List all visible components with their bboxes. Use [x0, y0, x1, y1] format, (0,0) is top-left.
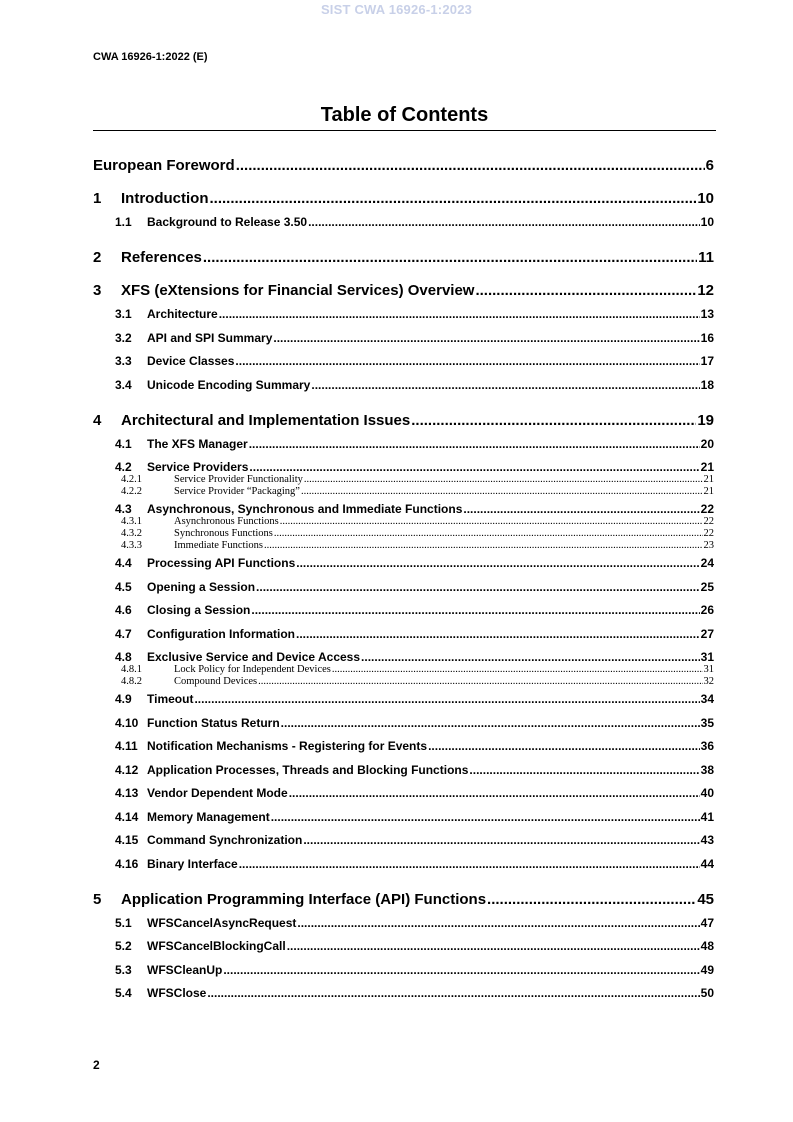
toc-entry-label: Memory Management: [147, 809, 270, 824]
toc-entry-label: Compound Devices: [174, 675, 258, 687]
toc-entry-number: 4.8.1: [121, 663, 142, 675]
toc-entry-label: Architecture: [147, 307, 218, 321]
toc-entry-page: 50: [700, 986, 714, 1000]
dot-leader: [271, 810, 700, 824]
toc-entry-page: 19: [697, 411, 714, 429]
dot-leader: [428, 739, 700, 753]
toc-entry-number: 5.3: [115, 962, 132, 977]
toc-entry-label: Configuration Information: [147, 626, 295, 641]
toc-entry[interactable]: [115, 627, 714, 641]
toc-entry-page: 40: [700, 786, 714, 800]
toc-entry-page: 6: [705, 157, 714, 174]
toc-entry-number: 4.10: [115, 715, 139, 730]
toc-entry-page: 38: [700, 762, 714, 777]
dot-leader: [311, 378, 699, 392]
toc-entry-page: 22: [700, 502, 714, 516]
toc-entry-number: 4.9: [115, 692, 132, 706]
toc-entry[interactable]: [115, 437, 714, 451]
dot-leader: [411, 412, 696, 429]
toc-entry-title: [115, 580, 255, 594]
toc-entry-label: Timeout: [147, 692, 194, 706]
toc-entry-page: 45: [697, 890, 714, 908]
toc-entry-page: 12: [697, 282, 714, 299]
toc-entry[interactable]: [93, 412, 714, 429]
dot-leader: [475, 282, 696, 299]
dot-leader: [361, 650, 700, 664]
dot-leader: [203, 249, 697, 266]
toc-entry-page: 34: [700, 692, 714, 706]
toc-entry-number: 1: [93, 190, 102, 207]
toc-entry[interactable]: [115, 833, 714, 847]
toc-entry-title: [115, 986, 206, 1000]
dot-leader: [281, 716, 700, 730]
toc-entry-title: [115, 810, 270, 824]
dot-leader: [332, 664, 703, 675]
toc-entry-page: 21: [703, 485, 714, 497]
toc-entry-title: [115, 437, 248, 451]
toc-entry-number: 4.11: [115, 739, 138, 753]
dot-leader: [264, 540, 703, 551]
dot-leader: [303, 833, 699, 847]
toc-entry-number: 3.1: [115, 307, 132, 321]
toc-entry-title: [121, 676, 257, 687]
toc-entry-number: 5: [93, 890, 102, 908]
dot-leader: [304, 474, 703, 485]
toc-entry-number: 5.1: [115, 915, 132, 930]
toc-entry-title: [121, 540, 263, 551]
toc-entry-label: Opening a Session: [147, 579, 256, 594]
toc-entry-number: 1.1: [115, 215, 132, 229]
toc-entry[interactable]: [121, 516, 714, 527]
toc-entry-page: 13: [700, 307, 714, 321]
toc-entry-title: [115, 215, 307, 229]
dot-leader: [219, 307, 700, 321]
toc-entry-label: WFSClose: [147, 986, 207, 1000]
toc-entry-title: [115, 556, 295, 570]
toc-entry-title: [115, 603, 250, 617]
toc-entry[interactable]: [115, 354, 714, 368]
dot-leader: [207, 986, 699, 1000]
toc-entry[interactable]: [121, 540, 714, 551]
toc-entry-label: Application Processes, Threads and Blocking Functions: [147, 762, 469, 777]
toc-entry[interactable]: [93, 249, 714, 266]
toc-entry-number: 4.16: [115, 856, 139, 871]
toc-entry-title: [115, 716, 280, 730]
toc-entry[interactable]: [93, 157, 714, 174]
toc-entry-number: 4.3: [115, 502, 132, 516]
toc-entry-page: 31: [703, 663, 714, 675]
toc-entry-page: 27: [700, 626, 714, 641]
toc-entry-page: 11: [698, 249, 714, 266]
toc-entry[interactable]: [121, 528, 714, 539]
toc-entry-title: [115, 916, 296, 930]
toc-entry-page: 26: [700, 603, 714, 617]
toc-entry-page: 43: [700, 833, 714, 847]
toc-entry-title: [93, 190, 208, 207]
toc-entry-title: [93, 891, 486, 908]
toc-entry-label: Binary Interface: [147, 856, 238, 871]
toc-entry-label: Function Status Return: [147, 715, 280, 730]
toc-entry-label: Exclusive Service and Device Access: [147, 650, 361, 664]
toc-entry-label: Service Provider “Packaging”: [174, 485, 300, 497]
toc-entry[interactable]: [115, 857, 714, 871]
toc-entry-title: [115, 460, 248, 474]
toc-entry-page: 31: [700, 650, 714, 664]
toc-entry[interactable]: [115, 215, 714, 229]
toc-entry[interactable]: [121, 676, 714, 687]
dot-leader: [273, 331, 699, 345]
toc-entry[interactable]: [115, 716, 714, 730]
toc-entry-page: 23: [703, 539, 714, 551]
toc-entry[interactable]: [115, 603, 714, 617]
toc-entry[interactable]: [93, 282, 714, 299]
toc-entry-title: [121, 486, 300, 497]
toc-entry-title: [115, 692, 193, 706]
toc-entry-title: [115, 331, 272, 345]
toc-entry[interactable]: [115, 786, 714, 800]
dot-leader: [249, 437, 700, 451]
toc-entry-page: 10: [697, 190, 714, 207]
toc-entry[interactable]: [93, 190, 714, 207]
dot-leader: [463, 502, 699, 516]
toc-entry-title: [115, 833, 302, 847]
toc-entry-number: 4.6: [115, 603, 132, 617]
toc-entry-page: 10: [700, 215, 714, 229]
toc-entry-number: 4.1: [115, 436, 132, 451]
toc-entry[interactable]: [121, 664, 714, 675]
toc-entry-title: [115, 786, 288, 800]
toc-entry-label: Introduction: [121, 190, 209, 207]
toc-entry-label: Architectural and Implementation Issues: [121, 411, 411, 429]
toc-entry-page: 21: [700, 460, 714, 474]
toc-entry-label: European Foreword: [93, 157, 235, 174]
dot-leader: [209, 190, 696, 207]
dot-leader: [280, 516, 703, 527]
toc-entry-title: [121, 474, 303, 485]
toc-entry-title: [115, 627, 295, 641]
toc-entry-number: 3: [93, 282, 102, 299]
toc-entry[interactable]: [121, 474, 714, 485]
toc-entry-page: 18: [700, 377, 714, 392]
toc-entry[interactable]: [115, 963, 714, 977]
toc-title: Table of Contents: [320, 104, 489, 126]
toc-entry-number: 4: [93, 411, 102, 429]
toc-entry-number: 5.2: [115, 939, 132, 953]
toc-entry[interactable]: [115, 916, 714, 930]
toc-entry-title: [93, 282, 474, 299]
dot-leader: [297, 916, 699, 930]
toc-entry[interactable]: [115, 378, 714, 392]
dot-leader: [236, 157, 705, 174]
toc-entry-number: 4.2.1: [121, 473, 142, 485]
toc-entry-number: 3.3: [115, 354, 132, 368]
toc-entry-page: 49: [700, 962, 714, 977]
toc-entry-title: [121, 528, 273, 539]
toc-entry-label: Asynchronous Functions: [174, 515, 279, 527]
toc-entry-label: Immediate Functions: [174, 539, 263, 551]
toc-entry-label: API and SPI Summary: [147, 330, 273, 345]
toc-entry-page: 16: [700, 330, 714, 345]
toc-entry[interactable]: [115, 331, 714, 345]
toc-entry[interactable]: [115, 502, 714, 516]
toc-entry-label: Vendor Dependent Mode: [147, 786, 288, 800]
toc-entry-label: XFS (eXtensions for Financial Services) Overview: [121, 282, 475, 299]
toc-entry-title: [115, 650, 360, 664]
dot-leader: [239, 857, 700, 871]
toc-entry-number: 4.3.3: [121, 539, 142, 551]
toc-entry-title: [115, 763, 468, 777]
dot-leader: [274, 528, 703, 539]
toc-entry-title: [115, 739, 427, 753]
toc-entry-page: 21: [703, 473, 714, 485]
dot-leader: [287, 939, 700, 953]
toc-entry-title: [93, 157, 235, 174]
toc-entry-page: 48: [700, 939, 714, 953]
toc-entry-number: 4.12: [115, 762, 139, 777]
toc-entry-label: Device Classes: [147, 354, 235, 368]
toc-entry[interactable]: [115, 650, 714, 664]
toc-entry-label: Synchronous Functions: [174, 527, 273, 539]
toc-entry-title: [115, 378, 310, 392]
toc-entry-number: 4.15: [115, 833, 139, 847]
watermark: SIST CWA 16926-1:2023: [320, 2, 473, 17]
toc-entry-page: 44: [700, 856, 714, 871]
toc-entry[interactable]: [115, 307, 714, 321]
toc-entry-label: WFSCleanUp: [147, 962, 223, 977]
dot-leader: [296, 627, 700, 641]
toc-entry-label: Lock Policy for Independent Devices: [174, 663, 331, 675]
toc-entry-number: 3.2: [115, 330, 132, 345]
dot-leader: [487, 891, 696, 908]
toc-entry-number: 4.8.2: [121, 675, 142, 687]
toc-entry-page: 22: [703, 515, 714, 527]
toc-entry-label: Service Provider Functionality: [174, 473, 303, 485]
dot-leader: [235, 354, 699, 368]
toc-entry[interactable]: [115, 986, 714, 1000]
toc-entry-label: Closing a Session: [147, 603, 251, 617]
toc-entry-number: 4.3.2: [121, 527, 142, 539]
dot-leader: [301, 486, 703, 497]
dot-leader: [249, 460, 699, 474]
toc-entry-title: [115, 307, 218, 321]
toc-entry-number: 3.4: [115, 377, 132, 392]
toc-entry[interactable]: [115, 556, 714, 570]
toc-entry-number: 4.2.2: [121, 485, 142, 497]
toc-entry-number: 4.2: [115, 460, 132, 474]
toc-entry-number: 4.4: [115, 556, 132, 570]
toc-entry-label: Processing API Functions: [147, 556, 296, 570]
toc-entry-page: 25: [700, 579, 714, 594]
toc-entry-page: 35: [700, 715, 714, 730]
toc-entry-label: Command Synchronization: [147, 833, 303, 847]
dot-leader: [223, 963, 699, 977]
toc-entry[interactable]: [115, 939, 714, 953]
toc-entry-title: [115, 502, 462, 516]
toc-entry-number: 4.7: [115, 626, 132, 641]
toc-entry-label: The XFS Manager: [147, 436, 248, 451]
dot-leader: [469, 763, 699, 777]
toc-entry-title: [121, 516, 279, 527]
toc-entry[interactable]: [121, 486, 714, 497]
toc-entry-label: Asynchronous, Synchronous and Immediate Functions: [147, 502, 463, 516]
toc-entry-title: [115, 354, 234, 368]
toc-entry-number: 4.14: [115, 809, 139, 824]
toc-entry-label: WFSCancelAsyncRequest: [147, 915, 297, 930]
toc-entry-number: 4.5: [115, 579, 132, 594]
toc-entry[interactable]: [93, 891, 714, 908]
toc-entry-page: 17: [700, 354, 714, 368]
toc-entry-label: Notification Mechanisms - Registering for Events: [147, 739, 428, 753]
toc-entry-number: 2: [93, 249, 102, 266]
toc-entry-number: 4.8: [115, 650, 132, 664]
toc-entry-label: Application Programming Interface (API) Functions: [121, 890, 487, 908]
dot-leader: [194, 692, 699, 706]
document-id: CWA 16926-1:2022 (E): [93, 51, 208, 63]
toc-entry-label: Service Providers: [147, 460, 249, 474]
toc-entry[interactable]: [115, 692, 714, 706]
toc-entry[interactable]: [115, 739, 714, 753]
toc-entry-page: 36: [700, 739, 714, 753]
toc-entry-number: 4.13: [115, 786, 139, 800]
dot-leader: [308, 215, 700, 229]
toc-entry-label: WFSCancelBlockingCall: [147, 939, 286, 953]
toc-entry-label: References: [121, 249, 202, 266]
toc-entry[interactable]: [115, 460, 714, 474]
toc-entry-page: 22: [703, 527, 714, 539]
toc-entry-number: 5.4: [115, 986, 132, 1000]
dot-leader: [296, 556, 699, 570]
toc-entry[interactable]: [115, 580, 714, 594]
toc-entry-label: Unicode Encoding Summary: [147, 377, 311, 392]
toc-entry-title: [115, 963, 222, 977]
toc-entry-page: 47: [700, 915, 714, 930]
toc-entry-title: [93, 412, 410, 429]
toc-entry-title: [121, 664, 331, 675]
toc-entry-page: 41: [700, 809, 714, 824]
toc-entry-title: [115, 857, 238, 871]
toc-entry-number: 4.3.1: [121, 515, 142, 527]
page-number: 2: [93, 1058, 100, 1072]
toc-entry-title: [93, 249, 202, 266]
dot-leader: [251, 603, 699, 617]
dot-leader: [256, 580, 700, 594]
toc-entry-label: Background to Release 3.50: [147, 215, 308, 229]
dot-leader: [289, 786, 700, 800]
toc-entry-title: [115, 939, 286, 953]
toc-entry-page: 20: [700, 436, 714, 451]
toc-entry[interactable]: [115, 763, 714, 777]
dot-leader: [258, 676, 702, 687]
toc-entry-page: 32: [703, 675, 714, 687]
toc-entry[interactable]: [115, 810, 714, 824]
toc-entry-page: 24: [700, 556, 714, 570]
